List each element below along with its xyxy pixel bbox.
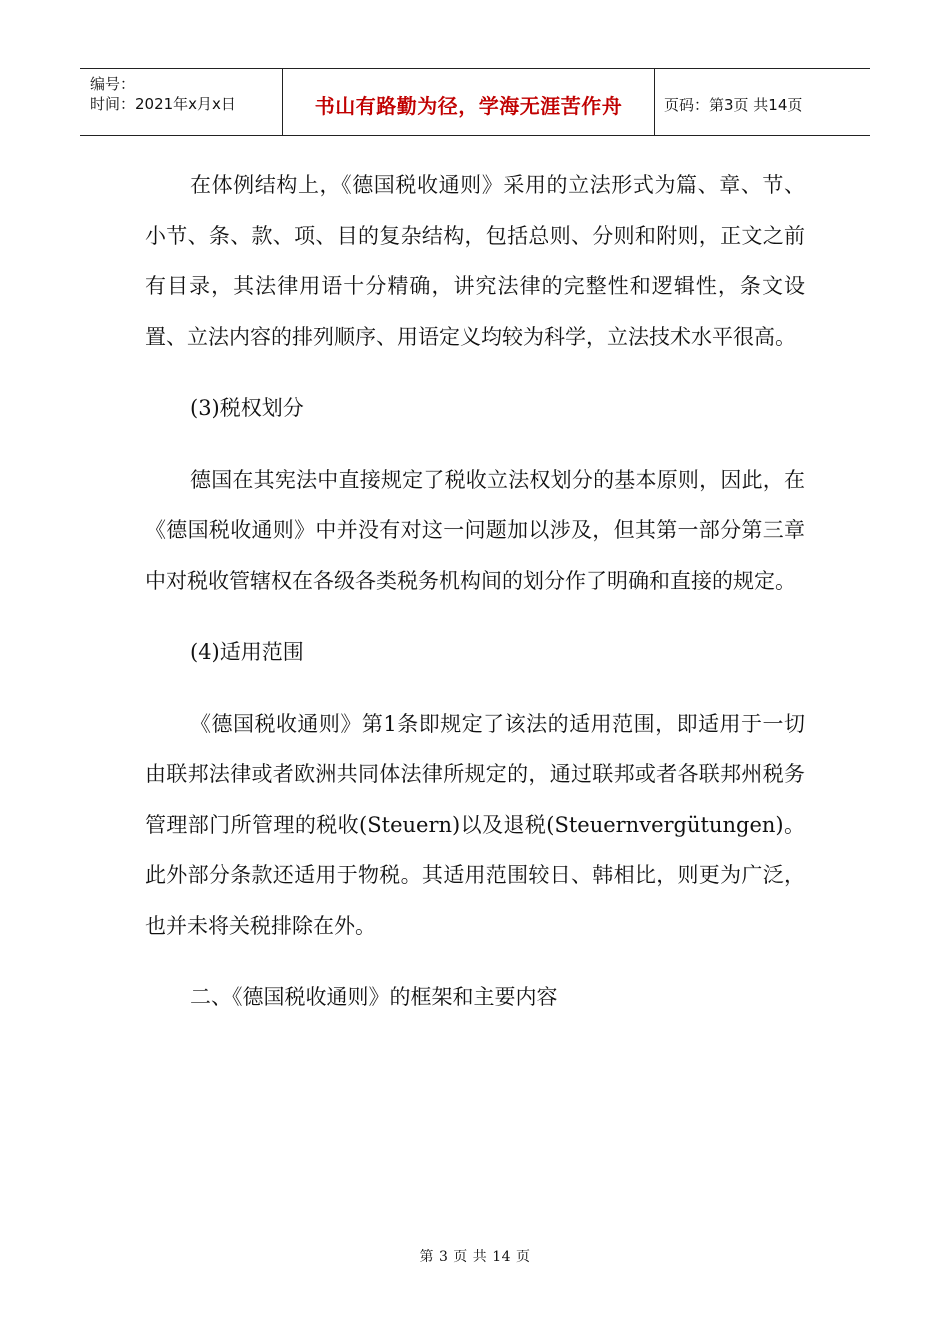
- section-heading-scope: (4)适用范围: [190, 640, 304, 664]
- section-heading-tax-power: (3)税权划分: [190, 396, 304, 420]
- paragraph-scope: 《德国税收通则》第1条即规定了该法的适用范围，即适用于一切由联邦法律或者欧洲共同体法律所规定的，通过联邦或者各联邦州税务管理部门所管理的税收(Steuern)以及退税(Steuernvergütungen)。此外部分条款还适用于物税。其适用范围较日、韩相比，则更为广泛，也并未将关税排除在外。: [145, 711, 805, 938]
- document-number-label: 编号：: [90, 75, 136, 93]
- header-page-cell: [655, 69, 870, 135]
- header-motto: 书山有路勤为径，学海无涯苦作舟: [314, 93, 623, 118]
- page-footer: 第 3 页 共 14 页: [419, 1249, 531, 1265]
- document-body: [145, 160, 805, 1023]
- header-page-code: 页码：第3页 共14页: [664, 95, 803, 114]
- paragraph-structure: 在体例结构上，《德国税收通则》采用的立法形式为篇、章、节、小节、条、款、项、目的复杂结构，包括总则、分则和附则，正文之前有目录，其法律用语十分精确，讲究法律的完整性和逻辑性，条文设置、立法内容的排列顺序、用语定义均较为科学，立法技术水平很高。: [145, 173, 805, 349]
- header-info-cell: [80, 69, 283, 135]
- document-date: 时间：2021年x月x日: [90, 95, 236, 113]
- section-heading-framework: 二、《德国税收通则》的框架和主要内容: [190, 985, 558, 1009]
- header-motto-cell: [283, 69, 655, 135]
- paragraph-tax-power: 德国在其宪法中直接规定了税收立法权划分的基本原则，因此，在《德国税收通则》中并没有对这一问题加以涉及，但其第一部分第三章中对税收管辖权在各级各类税务机构间的划分作了明确和直接的规定。: [145, 467, 805, 593]
- header-table: [80, 68, 870, 136]
